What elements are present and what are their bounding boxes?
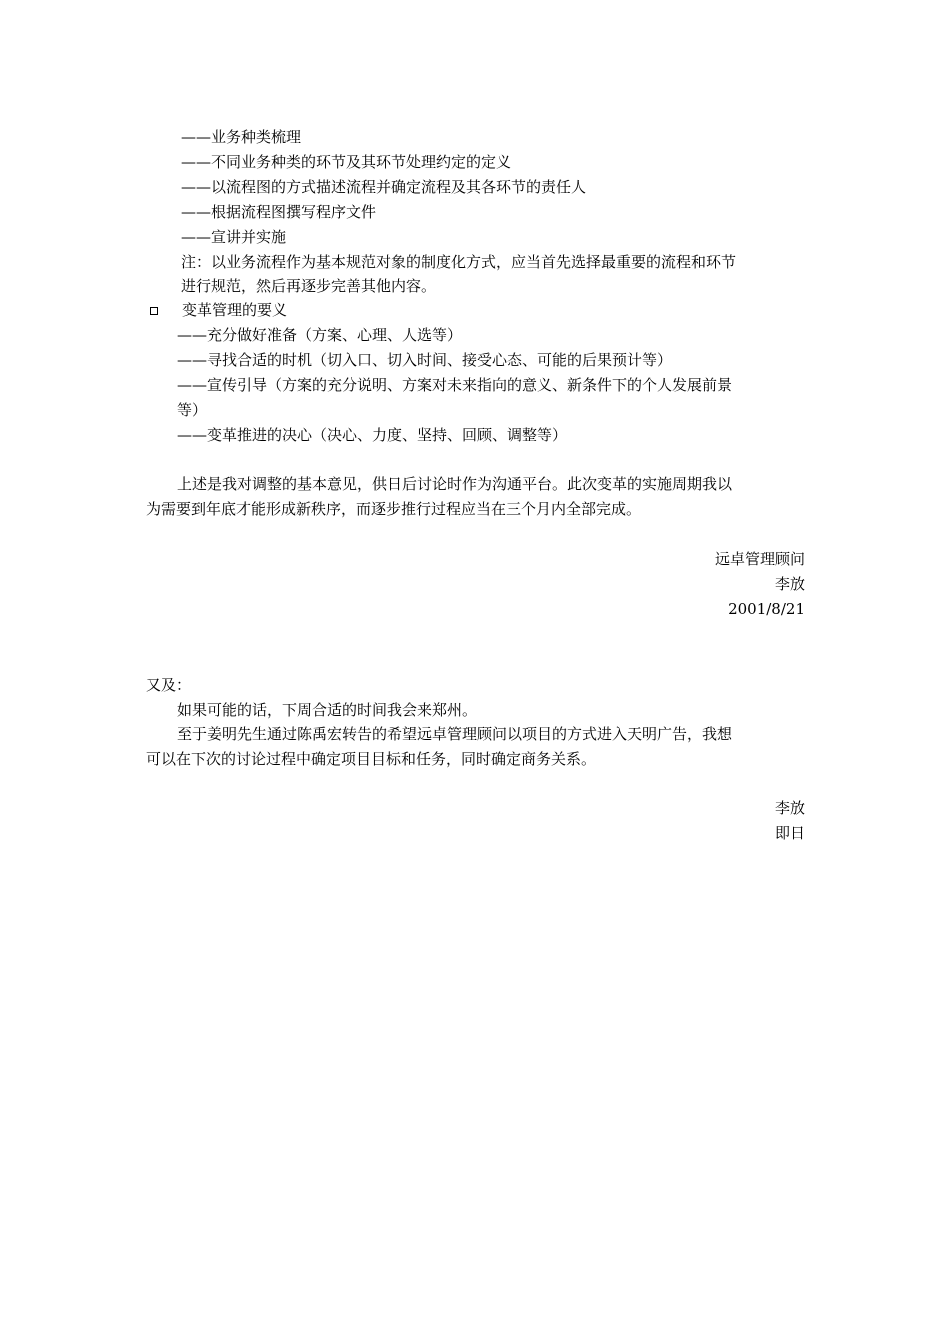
- signature-org: 远卓管理顾问: [714, 550, 805, 568]
- step-item: ——不同业务种类的环节及其环节处理约定的定义: [181, 153, 512, 171]
- summary-paragraph: 上述是我对调整的基本意见，供日后讨论时作为沟通平台。此次变革的实施周期我以: [177, 475, 733, 493]
- section-item: ——变革推进的决心（决心、力度、坚持、回顾、调整等）: [177, 426, 568, 444]
- step-item: ——以流程图的方式描述流程并确定流程及其各环节的责任人: [181, 178, 587, 196]
- section-item: ——宣传引导（方案的充分说明、方案对未来指向的意义、新条件下的个人发展前景: [177, 376, 733, 394]
- ps-signature-date: 即日: [774, 824, 805, 842]
- summary-paragraph: 为需要到年底才能形成新秩序，而逐步推行过程应当在三个月内全部完成。: [146, 500, 642, 518]
- note-line: 进行规范，然后再逐步完善其他内容。: [181, 277, 437, 295]
- ps-signature-name: 李放: [774, 799, 805, 817]
- section-item: 等）: [177, 401, 208, 419]
- ps-paragraph: 可以在下次的讨论过程中确定项目目标和任务，同时确定商务关系。: [146, 750, 597, 768]
- ps-paragraph: 至于姜明先生通过陈禹宏转告的希望远卓管理顾问以项目的方式进入天明广告，我想: [177, 725, 733, 743]
- ps-paragraph: 如果可能的话，下周合适的时间我会来郑州。: [177, 701, 478, 719]
- step-item: ——宣讲并实施: [181, 228, 287, 246]
- section-item: ——充分做好准备（方案、心理、人选等）: [177, 326, 463, 344]
- signature-date: 2001/8/21: [728, 600, 805, 618]
- section-title: 变革管理的要义: [182, 301, 288, 319]
- ps-heading: 又及：: [146, 676, 192, 694]
- square-bullet-icon: [150, 307, 158, 315]
- section-item: ——寻找合适的时机（切入口、切入时间、接受心态、可能的后果预计等）: [177, 351, 673, 369]
- step-item: ——业务种类梳理: [181, 128, 302, 146]
- step-item: ——根据流程图撰写程序文件: [181, 203, 377, 221]
- note-line: 注：以业务流程作为基本规范对象的制度化方式，应当首先选择最重要的流程和环节: [181, 253, 737, 271]
- signature-name: 李放: [774, 575, 805, 593]
